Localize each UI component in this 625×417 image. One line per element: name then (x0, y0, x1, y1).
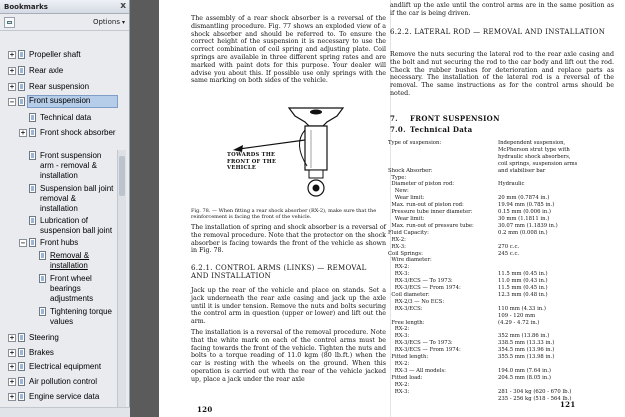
bookmarks-panel (0, 0, 130, 417)
bookmark-icon (18, 362, 25, 371)
collapse-icon[interactable]: − (20, 239, 26, 247)
bookmark-item-steering[interactable]: Steering (29, 333, 59, 342)
expand-icon[interactable]: + (20, 129, 26, 137)
bookmarks-header (0, 0, 129, 14)
paragraph: andlift up the axle until the control arms are in the same position as if the car is being driven. (390, 2, 614, 17)
bookmarks-scrollbar[interactable] (117, 150, 126, 412)
section-heading: 6.2.1. CONTROL ARMS (LINKS) — REMOVAL AND INSTALLATION (191, 264, 367, 280)
expand-icon[interactable]: + (9, 349, 15, 357)
expand-icon[interactable]: + (9, 393, 15, 401)
expand-icon[interactable]: + (9, 67, 15, 75)
subsection-title: Technical Data (410, 125, 473, 134)
page-number: 121 (560, 400, 576, 409)
paragraph: The assembly of a rear shock absorber is a reversal of the dismantling procedure. Fig. 77 shows an exploded view of a shock absorber and should be referred to. To ensure the correct height of the suspension it is necessary to use the correct combination of coil spring and adjusting plate. Coil springs are available in three different spring rates and are marked with paint dots for this purpose. Your dealer will advise you about this. If possible use only springs with the same marking on both sides of the vehicle. (191, 15, 386, 85)
bookmark-item-electrical-equipment[interactable]: Electrical equipment (29, 362, 102, 371)
bookmark-item-air-pollution-control[interactable]: Air pollution control (29, 377, 98, 386)
bookmark-item-propeller-shaft[interactable]: Propeller shaft (29, 50, 81, 59)
document-spread (159, 0, 625, 417)
paragraph: The installation is a reversal of the removal procedure. Note that the white mark on each of the control arms must be facing towards the front of the vehicle. Tighten the nuts and bolts to a torque reading of 11.0 kgm (80 lb.ft.) when the car is resting with the wheels on the ground. When this operation is carried out with the rear of the vehicle jacked up, place a jack under the rear axle (191, 329, 386, 383)
section-number: 7. (390, 114, 398, 123)
bookmark-item-engine-service-data[interactable]: Engine service data (29, 392, 100, 401)
bookmark-item-front-suspension[interactable]: Front suspension (28, 96, 117, 107)
bookmark-icon (39, 274, 46, 283)
bookmark-item-removal-installation[interactable]: Removal & installation (50, 251, 90, 270)
bookmark-icon (18, 82, 25, 91)
expand-icon[interactable]: + (9, 334, 15, 342)
expand-icon[interactable]: + (9, 363, 15, 371)
bookmark-icon (39, 251, 46, 260)
bookmark-item-rear-suspension[interactable]: Rear suspension (29, 82, 90, 91)
spec-values: Independent suspension, McPherson strut type with hydraulic shock absorbers, coil springs, suspension arms and stabiliser bar Hydraulic 20 mm (0.7874 in.) 19.94 mm (0.785 in.) 0.15 mm (0.006 in.) 30 mm (1.1811 in.) 30.07 mm (1.1839 in.) 0.2 mm (0.008 in.) 270 c.c. 245 c.c. 11.5 mm (0.45 in.) 11.0 mm (0.43 in.) 11.5 mm (0.45 in.) 12.3 mm (0.48 in.) 110 mm (4.33 in.) 109 - 120 mm (4.29 - 4.72 in.) 352 mm (13.86 in.) 338.5 mm (13.33 in.) 354.5 mm (13.96 in.) 355.5 mm (13.98 in.) 194.0 mm (7.64 in.) 204.5 mm (8.05 in.) 281 - 304 kg (620 - 670 lb.) 235 - 256 kg (518 - 564 lb.) (498, 140, 578, 402)
scrollbar-thumb[interactable] (119, 156, 125, 196)
chevron-down-icon: ▾ (121, 19, 125, 26)
expand-icon[interactable]: + (9, 51, 15, 59)
bookmark-icon (18, 97, 25, 106)
bookmark-item-front-shock-absorber[interactable]: Front shock absorber (40, 128, 116, 137)
bookmark-icon (18, 348, 25, 357)
arrow-icon (229, 138, 309, 152)
bookmarks-toolbar (0, 14, 129, 31)
subsection-number: 7.0. (390, 125, 406, 134)
bookmark-icon (18, 50, 25, 59)
collapse-icon[interactable]: − (9, 98, 15, 106)
bookmark-icon (29, 151, 36, 160)
bookmark-icon (18, 66, 25, 75)
bookmark-tree (0, 32, 130, 417)
horizontal-scrollbar[interactable] (0, 407, 130, 417)
bookmark-item-rear-axle[interactable]: Rear axle (29, 66, 64, 75)
bookmark-icon (18, 377, 25, 386)
bookmark-item-technical-data[interactable]: Technical data (40, 113, 92, 122)
bookmark-item-tightening-torque[interactable]: Tightening torque values (50, 307, 112, 326)
section-heading: 6.2.2. LATERAL ROD — REMOVAL AND INSTALLATION (390, 28, 606, 36)
figure-label: TOWARDS THE FRONT OF THE VEHICLE (227, 152, 277, 171)
bookmark-icon (18, 333, 25, 342)
bookmark-icon (18, 392, 25, 401)
expand-icon[interactable]: + (9, 378, 15, 386)
bookmark-icon (29, 184, 36, 193)
bookmark-icon (39, 307, 46, 316)
expand-icon[interactable]: + (9, 83, 15, 91)
figure-caption: Fig. 78. — When fitting a rear shock absorber (RX-2), make sure that the reinforcement is facing the front of the vehicle. (191, 208, 377, 221)
bookmark-icon (29, 128, 36, 137)
close-icon[interactable]: x (120, 1, 126, 11)
bookmarks-title: Bookmarks (4, 3, 48, 11)
spec-labels: Type of suspension: Shock Absorber: Type: Diameter of piston rod: New: Wear limit: Max. run-out of piston rod: Pressure tube inner diameter: Wear limit: Max. run-out of pressure tube: Fluid Capacity: RX-2: RX-3: Coil Springs: Wire diameter: RX-2: RX-3: RX-3/ECS — To 1973: RX-3/ECS — From 1974: Coil diameter: RX-2/3 — No ECS: RX-3/ECS: Free length: RX-2: RX-3: RX-3/ECS — To 1973: RX-3/ECS — From 1974: Fitted length: RX-2: RX-3 — All models: Fitted load: RX-2: RX-3: (388, 140, 474, 395)
bookmark-item-front-suspension-arm[interactable]: Front suspension arm - removal & installation (40, 151, 102, 180)
bookmark-icon (29, 113, 36, 122)
bookmark-icon (29, 238, 36, 247)
options-menu-button[interactable]: Options ▾ (92, 18, 125, 26)
bookmark-icon (29, 216, 36, 225)
expand-bookmark-icon[interactable] (4, 17, 15, 28)
bookmark-item-brakes[interactable]: Brakes (29, 348, 54, 357)
bookmark-item-front-wheel-bearings[interactable]: Front wheel bearings adjustments (50, 274, 94, 303)
bookmark-item-front-hubs[interactable]: Front hubs (40, 238, 79, 247)
bookmark-item-lubrication[interactable]: Lubrication of suspension ball joint (40, 216, 113, 235)
bookmark-item-suspension-ball-joint[interactable]: Suspension ball joint removal & installation (40, 184, 114, 213)
paragraph: Jack up the rear of the vehicle and place on stands. Set a jack underneath the rear axle casing and jack up the axle until it is under tension. Remove the nuts and bolts securing the control arm in question (upper or lower) and lift out the arm. (191, 287, 386, 326)
shock-absorber-figure (271, 100, 371, 205)
section-title: FRONT SUSPENSION (410, 114, 500, 123)
page-number: 120 (197, 405, 213, 414)
paragraph: Remove the nuts securing the lateral rod to the rear axle casing and the bolt and nut securing the rod to the car body and lift out the rod. Check the rubber bushes for deterioration and replace parts as necessary. The installation of the lateral rod is a reversal of the removal. The same instructions as for the control arms should be noted. (390, 51, 614, 97)
paragraph: The installation of spring and shock absorber is a reversal of the removal procedure. Note that the protector on the shock absorber is facing towards the front of the vehicle as shown in Fig. 78. (191, 224, 386, 255)
